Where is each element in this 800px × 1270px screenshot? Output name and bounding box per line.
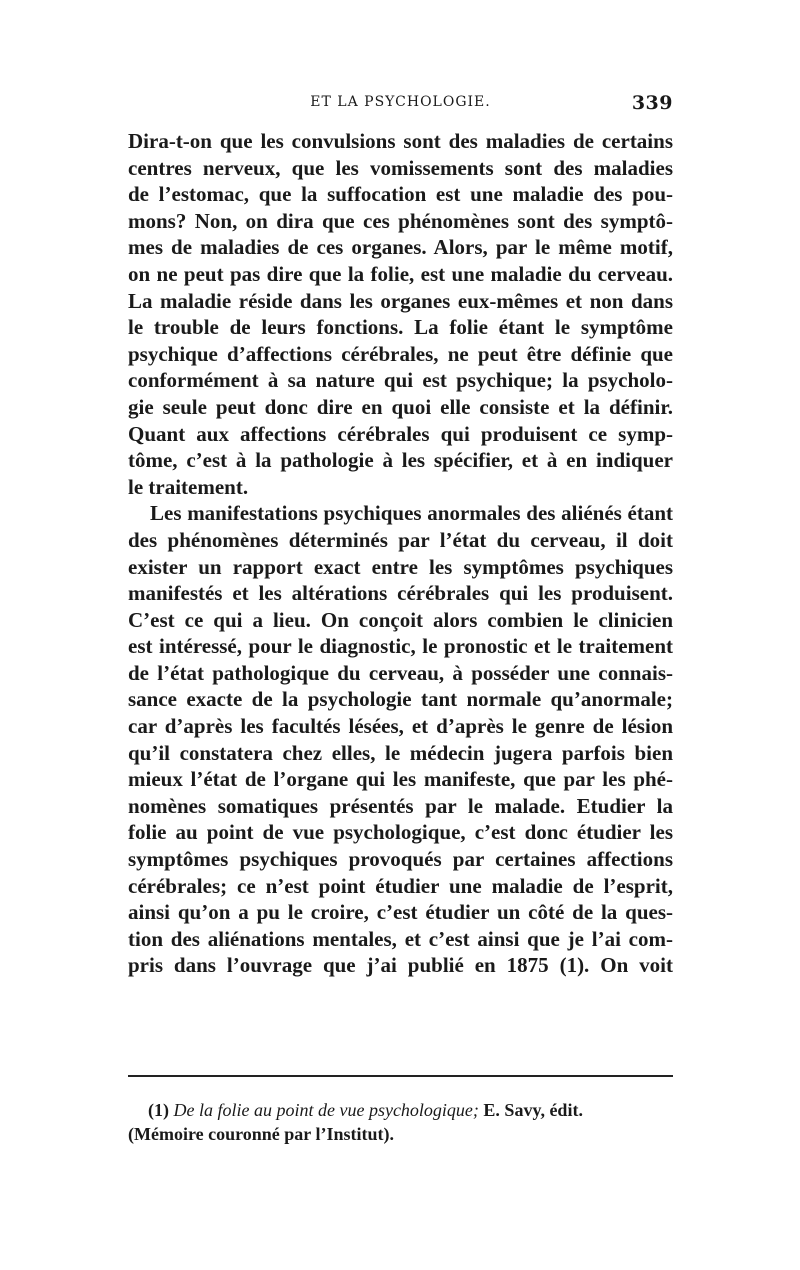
footnote-line: (Mémoire couronné par l’Institut). bbox=[128, 1124, 394, 1144]
text-line: qu’il constatera chez elles, le médecin jugera parfois bien bbox=[128, 740, 673, 765]
footnote-rule bbox=[128, 1075, 673, 1077]
text-line: on ne peut pas dire que la folie, est une maladie du cerveau. bbox=[128, 261, 673, 286]
text-line: de l’estomac, que la suffocation est une maladie des pou- bbox=[128, 182, 673, 207]
text-line: cérébrales; ce n’est point étudier une maladie de l’esprit, bbox=[128, 873, 673, 898]
footnote bbox=[128, 1098, 673, 1146]
text-line: pris dans l’ouvrage que j’ai publié en 1875 (1). On voit bbox=[128, 953, 673, 978]
text-line: centres nerveux, que les vomissements sont des maladies bbox=[128, 155, 673, 180]
text-line: mes de maladies de ces organes. Alors, par le même motif, bbox=[128, 235, 673, 260]
text-line: car d’après les facultés lésées, et d’après le genre de lésion bbox=[128, 714, 673, 739]
text-line: conformément à sa nature qui est psychique; la psycholo- bbox=[128, 368, 673, 393]
text-line: de l’état pathologique du cerveau, à posséder une connais- bbox=[128, 660, 673, 685]
text-line: manifestés et les altérations cérébrales qui les produisent. bbox=[128, 581, 673, 606]
text-line: La maladie réside dans les organes eux-mêmes et non dans bbox=[128, 288, 673, 313]
text-line: Dira-t-on que les convulsions sont des maladies de certains bbox=[128, 129, 673, 153]
text-line: Quant aux affections cérébrales qui produisent ce symp- bbox=[128, 421, 673, 446]
text-line: Les manifestations psychiques anormales des aliénés étant bbox=[150, 501, 673, 526]
footnote-publisher: E. Savy, édit. bbox=[483, 1100, 583, 1120]
body-text bbox=[128, 128, 673, 979]
text-line: exister un rapport exact entre les symptômes psychiques bbox=[128, 554, 673, 579]
running-head bbox=[128, 92, 673, 116]
text-line: tion des aliénations mentales, et c’est ainsi que je l’ai com- bbox=[128, 926, 673, 951]
text-line: psychique d’affections cérébrales, ne peut être définie que bbox=[128, 341, 673, 366]
text-line: le trouble de leurs fonctions. La folie étant le symptôme bbox=[128, 315, 673, 340]
footnote-title: De la folie au point de vue psychologique; bbox=[173, 1100, 479, 1120]
text-line: le traitement. bbox=[128, 474, 249, 499]
text-line: ainsi qu’on a pu le croire, c’est étudier un côté de la ques- bbox=[128, 900, 673, 925]
text-line: nomènes somatiques présentés par le malade. Etudier la bbox=[128, 793, 673, 818]
text-line: sance exacte de la psychologie tant normale qu’anormale; bbox=[128, 687, 673, 712]
text-line: folie au point de vue psychologique, c’est donc étudier les bbox=[128, 820, 673, 845]
text-line: tôme, c’est à la pathologie à les spécifier, et à en indiquer bbox=[128, 448, 673, 473]
text-line: des phénomènes déterminés par l’état du cerveau, il doit bbox=[128, 527, 673, 552]
text-line: symptômes psychiques provoqués par certaines affections bbox=[128, 847, 673, 872]
text-line: C’est ce qui a lieu. On conçoit alors combien le clinicien bbox=[128, 607, 673, 632]
footnote-marker: (1) bbox=[148, 1100, 169, 1120]
text-line: est intéressé, pour le diagnostic, le pronostic et le traitement bbox=[128, 634, 673, 659]
text-line: mons? Non, on dira que ces phénomènes sont des symptô- bbox=[128, 208, 673, 233]
running-title: ET LA PSYCHOLOGIE. bbox=[310, 94, 491, 110]
text-line: mieux l’état de l’organe qui les manifeste, que par les phé- bbox=[128, 767, 673, 792]
footnote-line bbox=[128, 1098, 673, 1122]
page-number: 339 bbox=[631, 92, 673, 114]
text-line: gie seule peut donc dire en quoi elle consiste et la définir. bbox=[128, 394, 673, 419]
